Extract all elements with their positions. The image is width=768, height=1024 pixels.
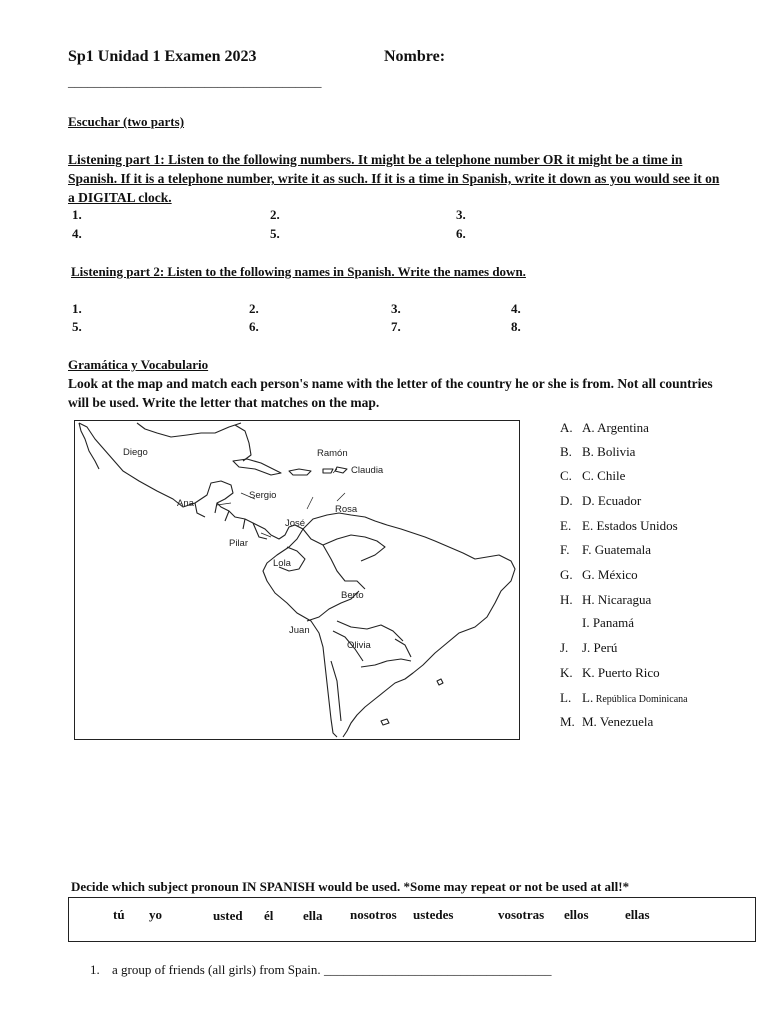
country-option-letter: K. bbox=[560, 665, 573, 680]
country-option-letter: G. bbox=[560, 567, 573, 582]
pronoun-tu: tú bbox=[113, 907, 125, 922]
map-label-rosa: Rosa bbox=[335, 504, 358, 515]
country-option-letter: E. bbox=[560, 518, 572, 533]
country-option bbox=[560, 640, 617, 656]
country-option-name: B. Bolivia bbox=[582, 444, 636, 459]
map-label-claudia: Claudia bbox=[351, 465, 384, 476]
country-option-name: K. Puerto Rico bbox=[582, 665, 660, 680]
pronoun-nosotros: nosotros bbox=[350, 907, 397, 922]
country-option bbox=[560, 493, 641, 509]
pronoun-instructions: Decide which subject pronoun IN SPANISH would be used. *Some may repeat or not be used at all!* bbox=[71, 879, 630, 894]
part2-answer-4[interactable]: 4. bbox=[511, 301, 521, 316]
gramatica-heading: Gramática y Vocabulario bbox=[68, 357, 209, 372]
country-option-letter: F. bbox=[560, 542, 570, 557]
country-option-letter: C. bbox=[560, 468, 572, 483]
map-label-sergio: Sergio bbox=[249, 490, 277, 501]
country-option-name: E. Estados Unidos bbox=[582, 518, 678, 533]
pronoun-vosotras: vosotras bbox=[498, 907, 545, 922]
country-option-name: I. Panamá bbox=[582, 615, 634, 630]
country-option-letter: J. bbox=[560, 640, 569, 655]
country-option bbox=[560, 542, 651, 558]
part1-answer-4[interactable]: 4. bbox=[72, 226, 82, 241]
pronoun-yo: yo bbox=[149, 907, 162, 922]
country-option bbox=[560, 592, 651, 608]
map-label-ana: Ana bbox=[177, 498, 194, 509]
map-label-olivia: Olivia bbox=[347, 640, 371, 651]
pronoun-ella: ella bbox=[303, 908, 323, 923]
country-option bbox=[560, 714, 653, 730]
country-option-name: H. Nicaragua bbox=[582, 592, 652, 607]
question-text: a group of friends (all girls) from Spain. bbox=[112, 962, 324, 977]
question-1 bbox=[90, 962, 551, 978]
country-option-name: D. Ecuador bbox=[582, 493, 642, 508]
map-label-pilar: Pilar bbox=[229, 538, 249, 549]
country-option-name: L. República Dominicana bbox=[582, 690, 688, 705]
escuchar-heading: Escuchar (two parts) bbox=[68, 114, 185, 129]
part1-answer-2[interactable]: 2. bbox=[270, 207, 280, 222]
country-option-name: C. Chile bbox=[582, 468, 626, 483]
part2-answer-3[interactable]: 3. bbox=[391, 301, 401, 316]
part2-answer-1[interactable]: 1. bbox=[72, 301, 82, 316]
pronoun-ustedes: ustedes bbox=[413, 907, 454, 922]
country-option-name: G. México bbox=[582, 567, 638, 582]
pronoun-el: él bbox=[264, 908, 274, 923]
country-option bbox=[560, 690, 688, 706]
map-label-diego: Diego bbox=[123, 447, 148, 458]
pronoun-ellos: ellos bbox=[564, 907, 589, 922]
country-option-letter: B. bbox=[560, 444, 572, 459]
map-label-berto: Berto bbox=[341, 590, 364, 601]
country-option-letter: M. bbox=[560, 714, 575, 729]
part2-answer-8[interactable]: 8. bbox=[511, 319, 521, 334]
country-option bbox=[560, 615, 634, 631]
answer-line[interactable]: ___________________________________ bbox=[323, 962, 552, 977]
pronoun-word-bank bbox=[68, 897, 756, 942]
country-option-letter: H. bbox=[560, 592, 573, 607]
name-field-line[interactable]: _______________________________________ bbox=[68, 74, 322, 89]
country-option bbox=[560, 567, 638, 583]
country-option bbox=[560, 468, 625, 484]
country-option-name: M. Venezuela bbox=[582, 714, 654, 729]
part2-answer-2[interactable]: 2. bbox=[249, 301, 259, 316]
question-number: 1. bbox=[90, 962, 100, 977]
part2-answer-6[interactable]: 6. bbox=[249, 319, 259, 334]
country-option-letter: L. bbox=[560, 690, 572, 705]
country-option bbox=[560, 518, 678, 534]
latin-america-map bbox=[74, 420, 520, 740]
part1-answer-1[interactable]: 1. bbox=[72, 207, 82, 222]
part1-answer-6[interactable]: 6. bbox=[456, 226, 466, 241]
country-option-name: A. Argentina bbox=[582, 420, 649, 435]
pronoun-ellas: ellas bbox=[625, 907, 650, 922]
listening-part2-instructions: Listening part 2: Listen to the following names in Spanish. Write the names down. bbox=[71, 264, 526, 279]
country-option-letter: A. bbox=[560, 420, 573, 435]
country-option-letter: D. bbox=[560, 493, 573, 508]
map-label-lola: Lola bbox=[273, 558, 291, 569]
part2-answer-7[interactable]: 7. bbox=[391, 319, 401, 334]
listening-part1-instructions: Listening part 1: Listen to the following numbers. It might be a telephone number OR it might be a time in Spanish. If it is a telephone number, write it as such. If it is a time in Spanish, write it down as you would see it on a DIGITAL clock. bbox=[68, 152, 720, 205]
map-label-juan: Juan bbox=[289, 625, 310, 636]
map-label-ramon: Ramón bbox=[317, 448, 348, 459]
country-option-name: F. Guatemala bbox=[582, 542, 651, 557]
country-option-name: J. Perú bbox=[582, 640, 618, 655]
map-label-jose: José bbox=[285, 518, 306, 529]
part1-answer-3[interactable]: 3. bbox=[456, 207, 466, 222]
country-option bbox=[560, 665, 660, 681]
country-option bbox=[560, 444, 635, 460]
name-label: Nombre: bbox=[384, 48, 446, 65]
map-instructions: Look at the map and match each person's name with the letter of the country he or she is from. Not all countries will be used. Write the letter that matches on the map. bbox=[68, 376, 713, 410]
part1-answer-5[interactable]: 5. bbox=[270, 226, 280, 241]
country-option bbox=[560, 420, 649, 436]
part2-answer-5[interactable]: 5. bbox=[72, 319, 82, 334]
pronoun-usted: usted bbox=[213, 908, 243, 923]
exam-title: Sp1 Unidad 1 Examen 2023 bbox=[68, 48, 257, 65]
